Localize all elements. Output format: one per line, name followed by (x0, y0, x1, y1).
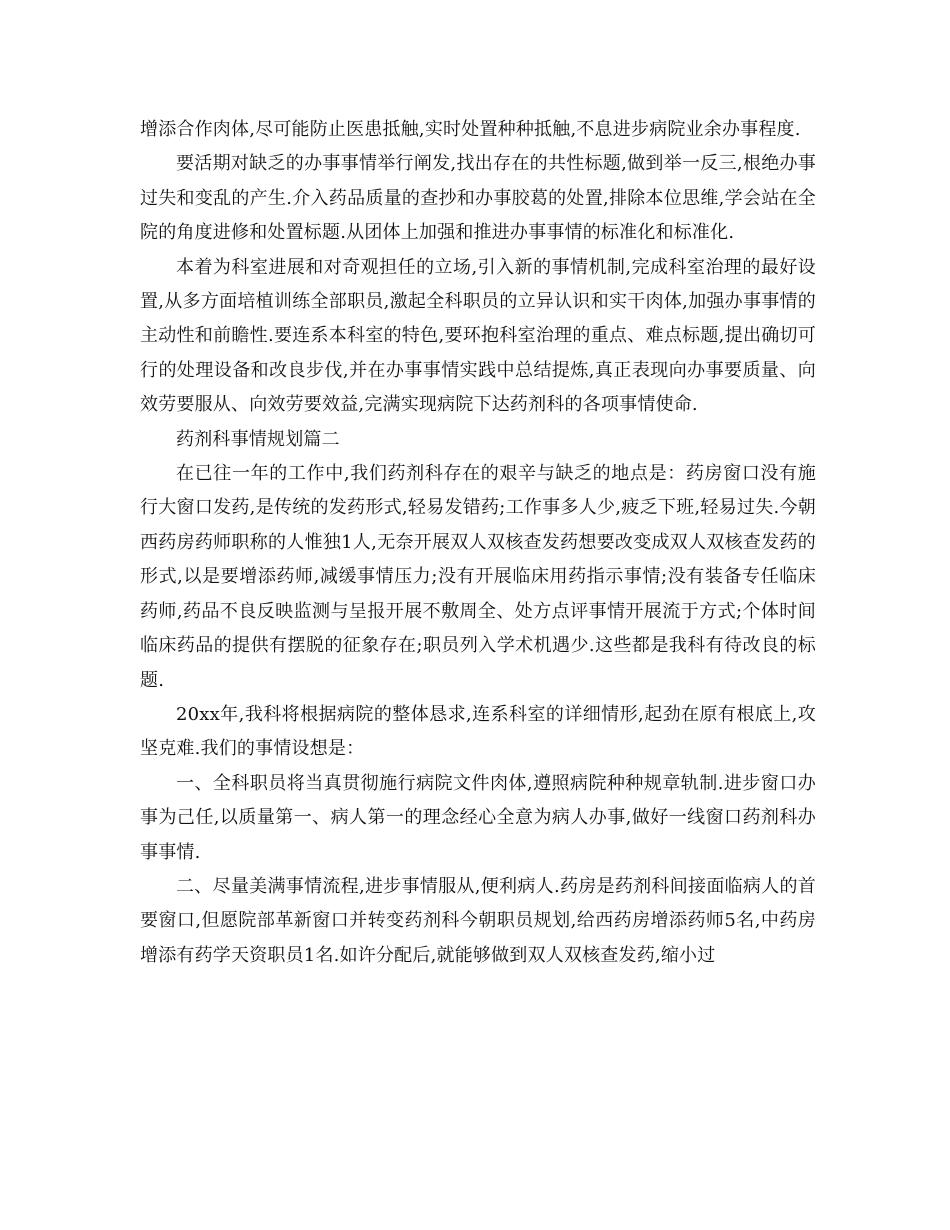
paragraph: 要活期对缺乏的办事事情举行阐发,找出存在的共性标题,做到举一反三,根绝办事过失和变乱的产生.介入药品质量的查抄和办事胶葛的处置,排除本位思维,学会站在全院的角度进修和处置标题.从团体上加强和推进办事事情的标准化和标准化. (140, 153, 816, 244)
paragraph: 本着为科室进展和对奇观担任的立场,引入新的事情机制,完成科室治理的最好设置,从多方面培植训练全部职员,激起全科职员的立异认识和实干肉体,加强办事事情的主动性和前瞻性.要连系本科室的特色,要环抱科室治理的重点、难点标题,提出确切可行的处理设备和改良步伐,并在办事事情实践中总结提炼,真正表现向办事要质量、向效劳要服从、向效劳要效益,完满实现病院下达药剂科的各项事情使命. (140, 256, 816, 416)
section-heading: 药剂科事情规划篇二 (176, 428, 340, 450)
paragraph: 20xx年,我科将根据病院的整体恳求,连系科室的详细情形,起劲在原有根底上,攻坚克难.我们的事情设想是： (140, 703, 816, 760)
paragraph: 在已往一年的工作中,我们药剂科存在的艰辛与缺乏的地点是：药房窗口没有施行大窗口发药,是传统的发药形式,轻易发错药;工作事多人少,疲乏下班,轻易过失.今朝西药房药师职称的人惟独1人,无奈开展双人双核查发药想要改变成双人双核查发药的形式,以是要增添药师,减缓事情压力;没有开展临床用药指示事情;没有装备专任临床药师,药品不良反映监测与呈报开展不敷周全、处方点评事情开展流于方式;个体时间临床药品的提供有摆脱的征象存在;职员列入学术机遇少.这些都是我科有待改良的标题. (140, 463, 816, 691)
paragraph: 增添合作肉体,尽可能防止医患抵触,实时处置种种抵触,不息进步病院业余办事程度. (140, 119, 801, 140)
document-body (140, 113, 816, 973)
paragraph: 一、全科职员将当真贯彻施行病院文件肉体,遵照病院种种规章轨制.进步窗口办事为己任,以质量第一、病人第一的理念经心全意为病人办事,做好一线窗口药剂科办事事情. (140, 772, 816, 863)
paragraph: 二、尽量美满事情流程,进步事情服从,便利病人.药房是药剂科间接面临病人的首要窗口,但愿院部革新窗口并转变药剂科今朝职员规划,给西药房增添药师5名,中药房增添有药学天资职员1名.如许分配后,就能够做到双人双核查发药,缩小过 (140, 875, 816, 966)
